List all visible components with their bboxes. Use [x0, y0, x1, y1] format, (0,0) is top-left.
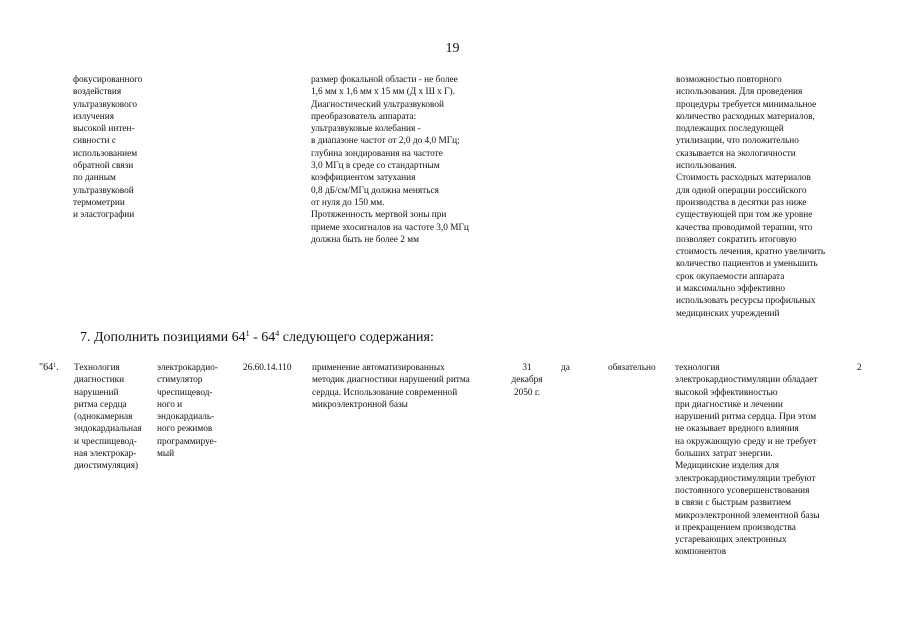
text-line: ультразвуковой [73, 185, 134, 196]
row-justification [675, 362, 819, 559]
text-line: эндокардиальная [74, 424, 142, 435]
text-line: и эластографии [73, 210, 135, 221]
text-line: 1,6 мм x 1,6 мм x 15 мм (Д x Ш x Г). [311, 87, 455, 98]
text-line: высокой эффективностью [675, 387, 778, 398]
text-line: качества проводимой терапии, что [676, 222, 813, 233]
text-line: эндокардиаль- [157, 412, 215, 423]
row-technology [74, 362, 142, 473]
text-line: приеме эхосигналов на частоте 3,0 МГц [311, 222, 469, 233]
text-line: использования. Для проведения [676, 87, 803, 98]
text-line: подлежащих последующей [676, 124, 784, 135]
row-flag: да [561, 363, 570, 373]
text-line: термометрии [73, 197, 125, 208]
text-line: и чреспищевод- [74, 436, 137, 447]
text-line: высокой интен- [73, 124, 135, 135]
text-line: не оказывает вредного влияния [675, 424, 799, 435]
text-line: микроэлектронной элементной базы [675, 510, 820, 521]
row-code: 26.60.14.110 [243, 363, 292, 373]
text-line: электрокардиостимуляции требуют [675, 473, 816, 484]
row-last-column: 2 [857, 363, 862, 373]
top-description-column [311, 74, 469, 246]
text-line: стоимость лечения, кратно увеличить [676, 247, 826, 258]
text-line: мый [157, 449, 175, 460]
text-line: электрокардиостимуляции обладает [675, 375, 818, 386]
text-line: должна быть не более 2 мм [311, 234, 419, 245]
text-line: использования. [676, 161, 737, 172]
text-line: нарушений ритма сердца. При этом [675, 412, 817, 423]
text-line: (однокамерная [74, 412, 133, 423]
text-line: коэффициентом затухания [311, 173, 416, 184]
text-line: в связи с быстрым развитием [675, 498, 792, 509]
text-line: количество пациентов и уменьшить [676, 259, 818, 270]
text-line: 0,8 дБ/см/МГц должна меняться [311, 185, 439, 196]
text-line: утилизации, что положительно [676, 136, 799, 147]
text-line: использованием [73, 148, 138, 159]
row-description [312, 362, 470, 411]
text-line: сивности с [73, 136, 116, 147]
text-line: процедуры требуется минимальное [676, 99, 817, 110]
text-line: электрокардио- [157, 363, 218, 373]
text-line: существующей при том же уровне [676, 210, 813, 221]
text-line: 31 [522, 363, 532, 373]
text-line: 2050 г. [513, 387, 540, 398]
section-heading: 7. Дополнить позициями $64^1 - 64^4$ следующего содержания: [80, 329, 434, 345]
text-line: срок окупаемости аппарата [676, 271, 785, 282]
text-line: чреспищевод- [157, 387, 213, 398]
text-line: фокусированного [73, 75, 143, 85]
row-device [157, 362, 218, 460]
text-line: постоянного усовершенствования [675, 485, 810, 496]
text-line: по данным [73, 173, 116, 184]
text-line: ного и [157, 399, 183, 410]
text-line: Протяженность мертвой зоны при [311, 210, 447, 221]
text-line: Стоимость расходных материалов [676, 173, 811, 184]
top-justification-column [676, 74, 825, 320]
text-line: Технология [74, 363, 120, 373]
text-line: размер фокальной области - не более [311, 75, 458, 85]
text-line: в диапазоне частот от 2,0 до 4,0 МГц; [311, 136, 460, 147]
text-line: ная электрокар- [74, 449, 137, 460]
text-line: от нуля до 150 мм. [311, 197, 385, 208]
text-line: применение автоматизированных [312, 363, 445, 373]
text-line: Диагностический ультразвуковой [311, 99, 444, 110]
text-line: излучения [73, 111, 114, 122]
page-number: 19 [445, 41, 460, 56]
row-number: "$64^1$. [39, 362, 59, 373]
text-line: ритма сердца [74, 399, 127, 410]
text-line: преобразователь аппарата: [311, 111, 417, 122]
text-line: диостимуляция) [74, 461, 139, 472]
text-line: производства в десятки раз ниже [676, 197, 807, 208]
text-line: декабря [511, 375, 543, 386]
text-line: для одной операции российского [676, 185, 807, 196]
text-line: возможностью повторного [676, 75, 782, 85]
text-line: методик диагностики нарушений ритма [312, 375, 470, 386]
text-line: Медицинские изделия для [675, 461, 780, 472]
text-line: нарушений [74, 387, 119, 398]
text-line: и прекращением производства [675, 522, 796, 533]
top-technology-column [73, 74, 142, 222]
text-line: программируе- [157, 436, 217, 447]
row-status: обязательно [608, 363, 656, 373]
text-line: сказывается на экологичности [676, 148, 796, 159]
text-line: стимулятор [157, 375, 203, 386]
text-line: обратной связи [73, 161, 134, 172]
text-line: позволяет сократить итоговую [676, 234, 797, 245]
text-line: ультразвуковые колебания - [311, 124, 421, 135]
text-line: количество расходных материалов, [676, 111, 815, 122]
text-line: и максимально эффективно [676, 284, 785, 295]
text-line: компонентов [675, 547, 727, 558]
text-line: ультразвукового [73, 99, 138, 110]
text-line: 3,0 МГц в среде со стандартным [311, 161, 440, 172]
text-line: медицинских учреждений [676, 308, 780, 319]
text-line: использовать ресурсы профильных [676, 296, 816, 307]
text-line: сердца. Использование современной [312, 387, 458, 398]
text-line: ного режимов [157, 424, 213, 435]
text-line: устаревающих электронных [675, 535, 787, 546]
row-date [503, 362, 551, 399]
text-line: при диагностике и лечении [675, 399, 783, 410]
text-line: микроэлектронной базы [312, 399, 408, 410]
text-line: на окружающую среду и не требует [675, 436, 817, 447]
text-line: больших затрат энергии. [675, 449, 773, 460]
text-line: глубина зондирования на частоте [311, 148, 443, 159]
text-line: диагностики [74, 375, 125, 386]
text-line: технология [675, 363, 720, 373]
text-line: воздействия [73, 87, 122, 98]
